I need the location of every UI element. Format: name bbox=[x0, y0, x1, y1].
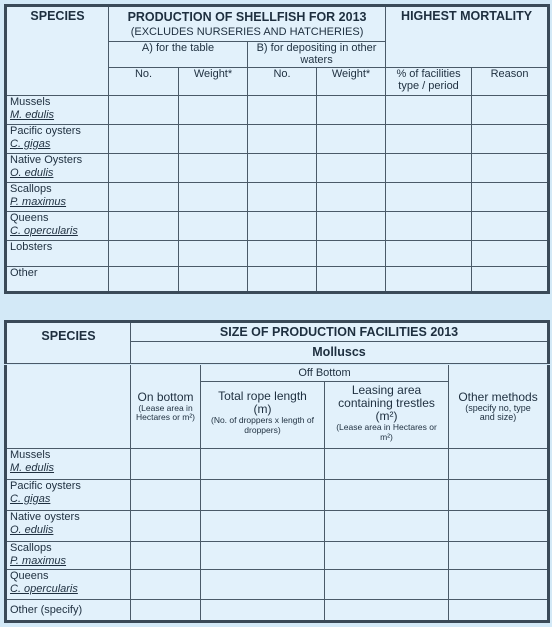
data-cell[interactable] bbox=[472, 96, 549, 125]
data-cell[interactable] bbox=[179, 125, 248, 154]
species-latin: C. gigas bbox=[10, 492, 51, 505]
data-cell[interactable] bbox=[386, 183, 472, 212]
data-cell[interactable] bbox=[131, 600, 201, 622]
data-cell[interactable] bbox=[472, 183, 549, 212]
col-no-a: No. bbox=[109, 68, 179, 96]
col-reason: Reason bbox=[472, 68, 549, 96]
data-cell[interactable] bbox=[179, 183, 248, 212]
data-cell[interactable] bbox=[248, 96, 317, 125]
rope-length-note: (No. of droppers x length of droppers) bbox=[210, 415, 314, 435]
species-latin: P. maximus bbox=[10, 554, 67, 567]
data-cell[interactable] bbox=[131, 570, 201, 600]
species-latin: O. edulis bbox=[10, 166, 54, 179]
table-row bbox=[6, 183, 549, 212]
table-row bbox=[6, 600, 549, 622]
data-cell[interactable] bbox=[449, 449, 549, 480]
species-cell bbox=[6, 570, 131, 600]
species-name: Other bbox=[10, 267, 38, 279]
data-cell[interactable] bbox=[325, 449, 449, 480]
species-name: Queens bbox=[10, 212, 49, 224]
data-cell[interactable] bbox=[472, 241, 549, 267]
data-cell[interactable] bbox=[325, 511, 449, 542]
on-bottom-header bbox=[131, 365, 201, 449]
species-name: Native oysters bbox=[10, 511, 80, 523]
species-name: Queens bbox=[10, 570, 49, 582]
data-cell[interactable] bbox=[179, 212, 248, 241]
table-row bbox=[6, 511, 549, 542]
data-cell[interactable] bbox=[317, 212, 386, 241]
production-facilities-rows bbox=[4, 365, 550, 623]
data-cell[interactable] bbox=[317, 241, 386, 267]
data-cell[interactable] bbox=[317, 267, 386, 293]
data-cell[interactable] bbox=[325, 542, 449, 570]
group-a-header: A) for the table bbox=[109, 42, 248, 68]
table-row bbox=[6, 125, 549, 154]
data-cell[interactable] bbox=[201, 570, 325, 600]
off-bottom-header: Off Bottom bbox=[201, 365, 448, 382]
other-methods-label: Other methods bbox=[458, 389, 538, 404]
data-cell[interactable] bbox=[201, 449, 325, 480]
species-cell bbox=[6, 125, 109, 154]
species-name: Pacific oysters bbox=[10, 125, 81, 137]
species-latin: M. edulis bbox=[10, 461, 55, 474]
species-cell bbox=[6, 212, 109, 241]
table-row bbox=[6, 480, 549, 511]
data-cell[interactable] bbox=[386, 125, 472, 154]
data-cell[interactable] bbox=[201, 600, 325, 622]
species-name: Pacific oysters bbox=[10, 480, 81, 492]
species-header: SPECIES bbox=[6, 322, 131, 364]
data-cell[interactable] bbox=[109, 212, 179, 241]
data-cell[interactable] bbox=[131, 449, 201, 480]
data-cell[interactable] bbox=[179, 154, 248, 183]
production-title: PRODUCTION OF SHELLFISH FOR 2013 bbox=[127, 10, 367, 24]
rope-length-label: Total rope length (m) bbox=[218, 389, 307, 416]
table-row bbox=[6, 267, 549, 293]
species-latin: C. gigas bbox=[10, 137, 51, 150]
size-header: SIZE OF PRODUCTION FACILITIES 2013 bbox=[131, 322, 549, 342]
data-cell[interactable] bbox=[317, 183, 386, 212]
molluscs-header: Molluscs bbox=[131, 342, 549, 364]
data-cell[interactable] bbox=[386, 241, 472, 267]
data-cell[interactable] bbox=[248, 241, 317, 267]
species-latin: M. edulis bbox=[10, 108, 55, 121]
data-cell[interactable] bbox=[449, 542, 549, 570]
data-cell[interactable] bbox=[201, 511, 325, 542]
on-bottom-label: On bottom bbox=[137, 389, 194, 404]
on-bottom-note: (Lease area in Hectares or m²) bbox=[135, 402, 196, 422]
group-b-header: B) for depositing in other waters bbox=[248, 42, 386, 68]
data-cell[interactable] bbox=[472, 267, 549, 293]
data-cell[interactable] bbox=[109, 125, 179, 154]
data-cell[interactable] bbox=[109, 241, 179, 267]
table-row bbox=[6, 241, 549, 267]
col-no-b: No. bbox=[248, 68, 317, 96]
data-cell[interactable] bbox=[386, 154, 472, 183]
species-header: SPECIES bbox=[6, 6, 109, 96]
data-cell[interactable] bbox=[248, 125, 317, 154]
species-name: Scallops bbox=[10, 183, 52, 195]
species-cell bbox=[6, 511, 131, 542]
data-cell[interactable] bbox=[472, 154, 549, 183]
other-methods-header bbox=[449, 365, 549, 449]
shellfish-production-table bbox=[4, 4, 550, 294]
production-header bbox=[109, 6, 386, 42]
species-cell bbox=[6, 96, 109, 125]
data-cell[interactable] bbox=[325, 600, 449, 622]
data-cell[interactable] bbox=[386, 267, 472, 293]
off-bottom-group bbox=[201, 365, 449, 449]
leasing-area-label: Leasing area containing trestles (m²) bbox=[338, 383, 435, 423]
col-weight-b: Weight* bbox=[317, 68, 386, 96]
species-name: Native Oysters bbox=[10, 154, 83, 166]
species-cell bbox=[6, 241, 109, 267]
other-methods-note: (specify no, type and size) bbox=[465, 402, 531, 422]
species-cell bbox=[6, 154, 109, 183]
production-note: (EXCLUDES NURSERIES AND HATCHERIES) bbox=[130, 26, 364, 38]
species-name: Other (specify) bbox=[10, 603, 83, 616]
table-row bbox=[6, 212, 549, 241]
mortality-header: HIGHEST MORTALITY bbox=[386, 6, 549, 68]
species-name: Mussels bbox=[10, 96, 51, 108]
col-facilities: % of facilities type / period bbox=[386, 68, 472, 96]
data-cell[interactable] bbox=[109, 154, 179, 183]
species-name: Lobsters bbox=[10, 241, 53, 253]
species-name: Scallops bbox=[10, 542, 52, 554]
data-cell[interactable] bbox=[179, 241, 248, 267]
table-row bbox=[6, 449, 549, 480]
data-cell[interactable] bbox=[131, 480, 201, 511]
data-cell[interactable] bbox=[201, 542, 325, 570]
leasing-area-header bbox=[325, 382, 448, 448]
species-cell bbox=[6, 542, 131, 570]
leasing-area-note: (Lease area in Hectares or m²) bbox=[336, 422, 437, 442]
species-latin: O. edulis bbox=[10, 523, 54, 536]
data-cell[interactable] bbox=[317, 125, 386, 154]
data-cell[interactable] bbox=[386, 96, 472, 125]
col-weight-a: Weight* bbox=[179, 68, 248, 96]
table-row bbox=[6, 96, 549, 125]
rope-length-header bbox=[201, 382, 325, 448]
data-cell[interactable] bbox=[109, 96, 179, 125]
data-cell[interactable] bbox=[317, 154, 386, 183]
data-cell[interactable] bbox=[201, 480, 325, 511]
species-cell bbox=[6, 600, 131, 622]
data-cell[interactable] bbox=[109, 267, 179, 293]
data-cell[interactable] bbox=[248, 267, 317, 293]
species-latin: C. opercularis bbox=[10, 582, 78, 595]
data-cell[interactable] bbox=[325, 570, 449, 600]
species-latin: P. maximus bbox=[10, 195, 67, 208]
species-spacer bbox=[6, 365, 131, 449]
data-cell[interactable] bbox=[317, 96, 386, 125]
data-cell[interactable] bbox=[449, 600, 549, 622]
data-cell[interactable] bbox=[248, 212, 317, 241]
data-cell[interactable] bbox=[179, 96, 248, 125]
data-cell[interactable] bbox=[248, 183, 317, 212]
species-latin: C. opercularis bbox=[10, 224, 78, 237]
table-row bbox=[6, 542, 549, 570]
data-cell[interactable] bbox=[472, 125, 549, 154]
table-row bbox=[6, 570, 549, 600]
production-facilities-table bbox=[4, 320, 550, 364]
data-cell[interactable] bbox=[131, 511, 201, 542]
species-cell bbox=[6, 449, 131, 480]
species-cell bbox=[6, 267, 109, 293]
species-cell bbox=[6, 183, 109, 212]
data-cell[interactable] bbox=[248, 154, 317, 183]
data-cell[interactable] bbox=[449, 511, 549, 542]
data-cell[interactable] bbox=[179, 267, 248, 293]
data-cell[interactable] bbox=[386, 212, 472, 241]
data-cell[interactable] bbox=[131, 542, 201, 570]
data-cell[interactable] bbox=[109, 183, 179, 212]
table-row bbox=[6, 154, 549, 183]
species-name: Mussels bbox=[10, 449, 51, 461]
data-cell[interactable] bbox=[472, 212, 549, 241]
data-cell[interactable] bbox=[325, 480, 449, 511]
species-cell bbox=[6, 480, 131, 511]
data-cell[interactable] bbox=[449, 570, 549, 600]
data-cell[interactable] bbox=[449, 480, 549, 511]
